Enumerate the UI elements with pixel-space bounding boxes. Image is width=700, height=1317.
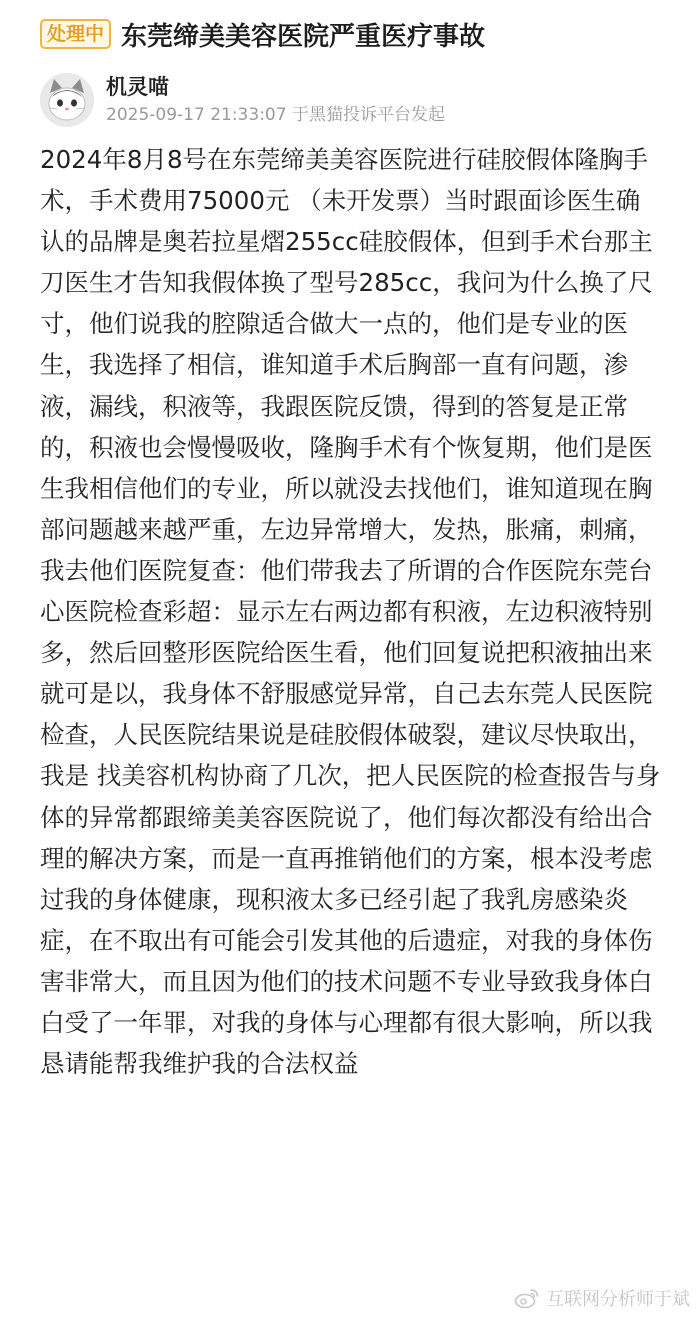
author-meta <box>106 73 445 127</box>
author-row <box>40 70 445 130</box>
post-meta: 2025-09-17 21:33:07 于黑猫投诉平台发起 <box>106 105 445 125</box>
cat-avatar-icon <box>40 73 94 127</box>
watermark <box>514 1285 690 1311</box>
author-name[interactable]: 机灵喵 <box>106 75 169 99</box>
complaint-title: 东莞缔美美容医院严重医疗事故 <box>121 21 486 52</box>
watermark-text: 互联网分析师于斌 <box>546 1289 690 1310</box>
complaint-header <box>40 16 680 52</box>
status-badge: 处理中 <box>40 19 111 49</box>
avatar[interactable] <box>40 73 94 127</box>
complaint-body: 2024年8月8号在东莞缔美美容医院进行硅胶假体隆胸手术，手术费用75000元 （未开发票）当时跟面诊医生确认的品牌是奥若拉星熠255cc硅胶假体，但到手术台那主刀医生才告知我假体换了型号285cc，我问为什么换了尺寸，他们说我的腔隙适合做大一点的，他们是专业的医生，我选择了相信，谁知道手术后胸部一直有问题，渗液，漏线，积液等，我跟医院反馈，得到的答复是正常的，积液也会慢慢吸收，隆胸手术有个恢复期，他们是医生我相信他们的专业，所以就没去找他们，谁知道现在胸部问题越来越严重，左边异常增大，发热，胀痛，刺痛，我去他们医院复查：他们带我去了所谓的合作医院东莞台心医院检查彩超：显示左右两边都有积液，左边积液特别多，然后回整形医院给医生看，他们回复说把积液抽出来就可是以，我身体不舒服感觉异常，自己去东莞人民医院检查，人民医院结果说是硅胶假体破裂，建议尽快取出，我是 找美容机构协商了几次，把人民医院的检查报告与身体的异常都跟缔美美容医院说了，他们每次都没有给出合理的解决方案，而是一直再推销他们的方案，根本没考虑过我的身体健康，现积液太多已经引起了我乳房感染炎症，在不取出有可能会引发其他的后遗症，对我的身体伤害非常大，而且因为他们的技术问题不专业导致我身体白白受了一年罪，对我的身体与心理都有很大影响，所以我恳请能帮我维护我的合法权益 <box>40 145 661 1079</box>
weibo-icon <box>514 1287 540 1309</box>
